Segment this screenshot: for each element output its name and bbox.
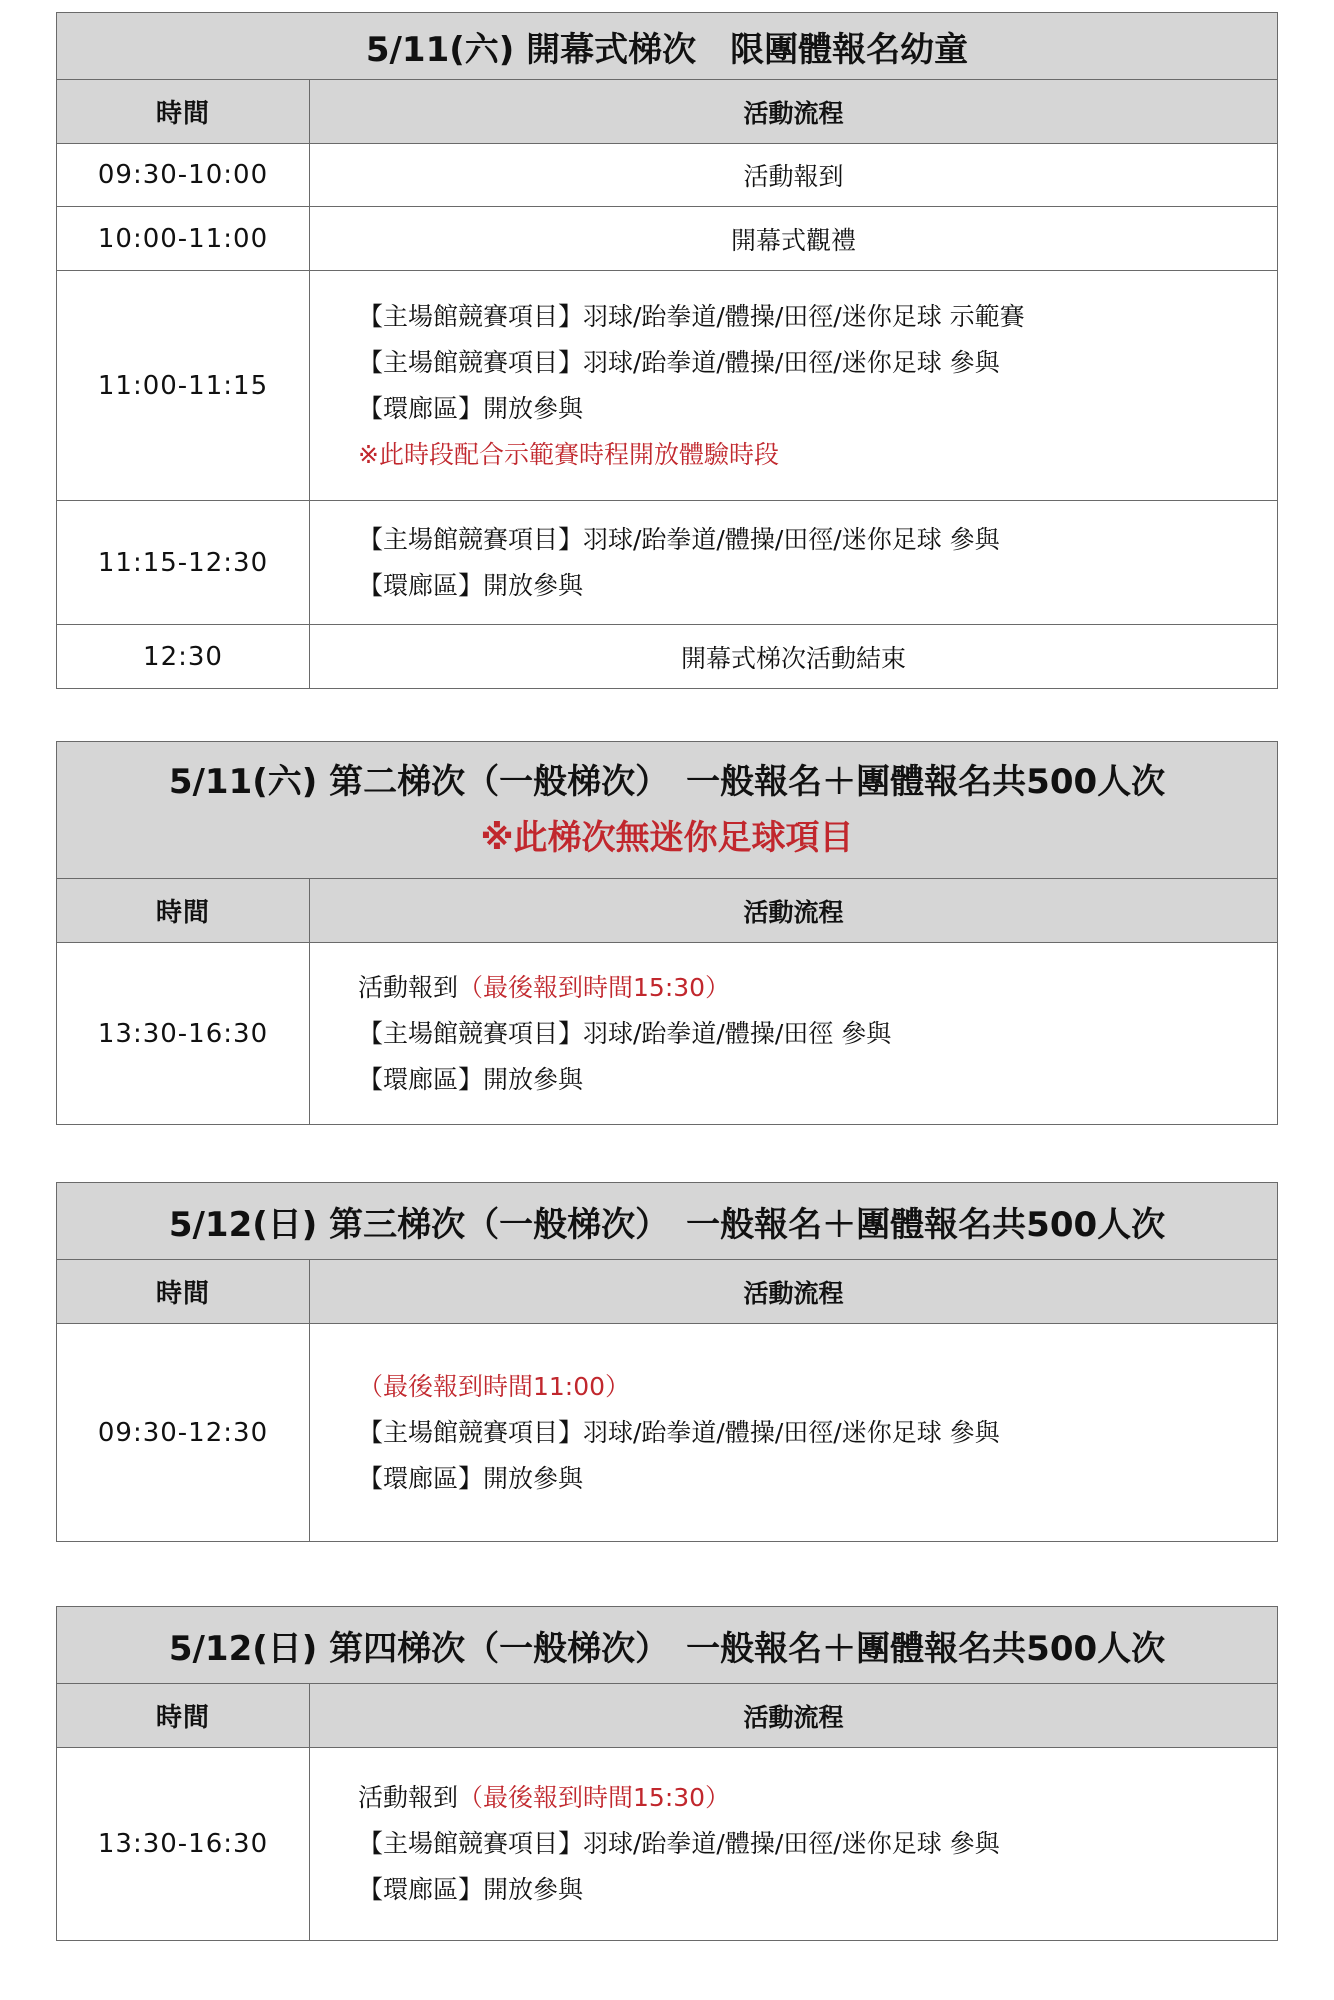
session-title xyxy=(57,1607,1278,1684)
table-row xyxy=(57,271,1278,501)
schedule-table-session-2 xyxy=(56,741,1278,1125)
activity-cell: 活動報到 xyxy=(310,144,1278,207)
time-cell: 09:30-10:00 xyxy=(57,144,310,207)
session-title xyxy=(57,1183,1278,1260)
activity-cell xyxy=(310,271,1278,501)
time-cell: 11:15-12:30 xyxy=(57,501,310,625)
checkin-label: 活動報到 xyxy=(358,1783,459,1812)
activity-cell xyxy=(310,1748,1278,1941)
session-subtitle: ※此梯次無迷你足球項目 xyxy=(480,818,854,858)
activity-line: 【主場館競賽項目】羽球/跆拳道/體操/田徑 參與 xyxy=(358,1018,892,1048)
schedule-table-opening xyxy=(56,12,1278,689)
session-title-text: 5/12(日) 第三梯次（一般梯次） 一般報名＋團體報名共500人次 xyxy=(168,1204,1166,1245)
activity-line: 【環廊區】開放參與 xyxy=(358,393,584,423)
session-title xyxy=(57,742,1278,879)
activity-note: ※此時段配合示範賽時程開放體驗時段 xyxy=(358,439,779,469)
activity-cell xyxy=(310,943,1278,1125)
column-header-activity: 活動流程 xyxy=(310,1260,1278,1324)
activity-line: 【環廊區】開放參與 xyxy=(358,1064,584,1094)
session-title-text: 5/11(六) 第二梯次（一般梯次） 一般報名＋團體報名共500人次 xyxy=(168,762,1166,802)
activity-line: 【主場館競賽項目】羽球/跆拳道/體操/田徑/迷你足球 參與 xyxy=(358,1829,1000,1858)
table-row xyxy=(57,144,1278,207)
schedule-table-session-3 xyxy=(56,1182,1278,1542)
time-cell: 10:00-11:00 xyxy=(57,207,310,271)
table-row xyxy=(57,1324,1278,1542)
time-cell: 12:30 xyxy=(57,625,310,689)
time-cell: 13:30-16:30 xyxy=(57,943,310,1125)
table-row xyxy=(57,1748,1278,1941)
activity-cell: 開幕式梯次活動結束 xyxy=(310,625,1278,689)
session-title xyxy=(57,13,1278,80)
activity-line: 【環廊區】開放參與 xyxy=(358,1875,584,1904)
table-row xyxy=(57,207,1278,271)
time-cell: 11:00-11:15 xyxy=(57,271,310,501)
column-header-time: 時間 xyxy=(57,80,310,144)
checkin-deadline: （最後報到時間15:30） xyxy=(458,972,731,1002)
activity-line: 【環廊區】開放參與 xyxy=(358,1463,584,1493)
column-header-time: 時間 xyxy=(57,1684,310,1748)
checkin-deadline: （最後報到時間11:00） xyxy=(358,1371,631,1401)
time-cell: 13:30-16:30 xyxy=(57,1748,310,1941)
activity-line: 【主場館競賽項目】羽球/跆拳道/體操/田徑/迷你足球 參與 xyxy=(358,524,1000,554)
column-header-activity: 活動流程 xyxy=(310,879,1278,943)
column-header-time: 時間 xyxy=(57,1260,310,1324)
table-row xyxy=(57,501,1278,625)
activity-cell xyxy=(310,501,1278,625)
activity-cell: 開幕式觀禮 xyxy=(310,207,1278,271)
activity-line: 【主場館競賽項目】羽球/跆拳道/體操/田徑/迷你足球 參與 xyxy=(358,347,1000,377)
time-cell: 09:30-12:30 xyxy=(57,1324,310,1542)
column-header-activity: 活動流程 xyxy=(310,80,1278,144)
activity-line: 【環廊區】開放參與 xyxy=(358,570,584,600)
activity-cell xyxy=(310,1324,1278,1542)
schedule-table-session-4 xyxy=(56,1606,1278,1941)
session-title-text: 5/11(六) 開幕式梯次 限團體報名幼童 xyxy=(365,29,969,70)
activity-line: 【主場館競賽項目】羽球/跆拳道/體操/田徑/迷你足球 參與 xyxy=(358,1417,1000,1447)
column-header-activity: 活動流程 xyxy=(310,1684,1278,1748)
activity-line: 【主場館競賽項目】羽球/跆拳道/體操/田徑/迷你足球 示範賽 xyxy=(358,301,1025,331)
session-title-text: 5/12(日) 第四梯次（一般梯次） 一般報名＋團體報名共500人次 xyxy=(168,1628,1166,1669)
checkin-label: 活動報到 xyxy=(358,972,459,1002)
checkin-deadline: （最後報到時間15:30） xyxy=(458,1783,731,1812)
table-row xyxy=(57,943,1278,1125)
activity-line xyxy=(358,1775,1277,1821)
column-header-time: 時間 xyxy=(57,879,310,943)
table-row xyxy=(57,625,1278,689)
activity-line xyxy=(358,965,1277,1011)
